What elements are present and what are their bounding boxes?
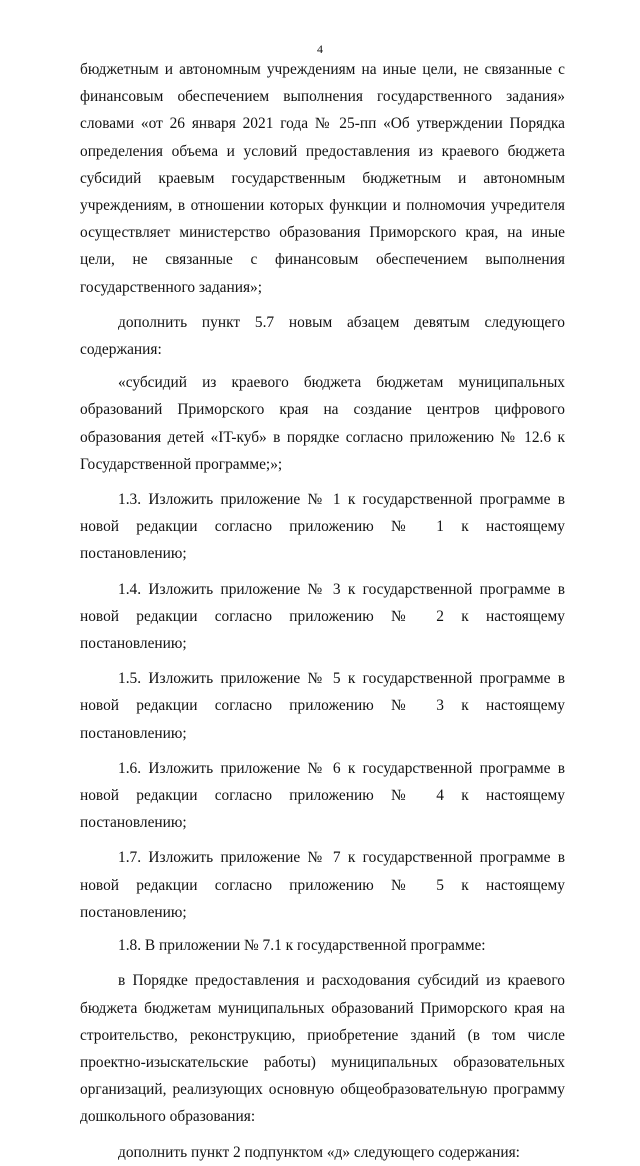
paragraph-item-1-7: 1.7. Изложить приложение № 7 к государственной программе в новой редакции согласно приложению № 5 к настоящему постановлению; [80, 849, 565, 921]
paragraph-supplement-5-7: дополнить пункт 5.7 новым абзацем девятым следующего содержания: [80, 313, 565, 359]
page-number: 4 [317, 42, 323, 56]
paragraph-item-1-5: 1.5. Изложить приложение № 5 к государственной программе в новой редакции согласно приложению № 3 к настоящему постановлению; [80, 670, 565, 742]
paragraph-item-1-8: 1.8. В приложении № 7.1 к государственной программе: [118, 937, 486, 955]
paragraph-supplement-point-2: дополнить пункт 2 подпунктом «д» следующего содержания: [118, 1143, 520, 1161]
document-body [80, 56, 565, 1166]
paragraph-item-1-3: 1.3. Изложить приложение № 1 к государственной программе в новой редакции согласно приложению № 1 к настоящему постановлению; [80, 491, 565, 563]
paragraph-procedure-description: в Порядке предоставления и расходования субсидий из краевого бюджета бюджетам муниципальных образований Приморского края на строительство, реконструкцию, приобретение зданий (в том числе проектно-изыскательские работы) муниципальных образовательных организаций, реализующих основную общеобразовательную программу дошкольного образования: [80, 972, 565, 1126]
paragraph-continuation: бюджетным и автономным учреждениям на иные цели, не связанные с финансовым обеспечением выполнения государственного задания» словами «от 26 января 2021 года № 25-пп «Об утверждении Порядка определения объема и условий предоставления из краевого бюджета субсидий краевым государственным бюджетным и автономным учреждениям, в отношении которых функции и полномочия учредителя осуществляет министерство образования Приморского края, на иные цели, не связанные с финансовым обеспечением выполнения государственного задания»; [80, 61, 565, 296]
paragraph-item-1-6: 1.6. Изложить приложение № 6 к государственной программе в новой редакции согласно приложению № 4 к настоящему постановлению; [80, 759, 565, 832]
paragraph-subsidy-it-cube: «субсидий из краевого бюджета бюджетам муниципальных образований Приморского края на создание центров цифрового образования детей «IT-куб» в порядке согласно приложению № 12.6 к Государственной программе;»; [80, 374, 565, 473]
paragraph-item-1-4: 1.4. Изложить приложение № 3 к государственной программе в новой редакции согласно приложению № 2 к настоящему постановлению; [80, 580, 565, 653]
